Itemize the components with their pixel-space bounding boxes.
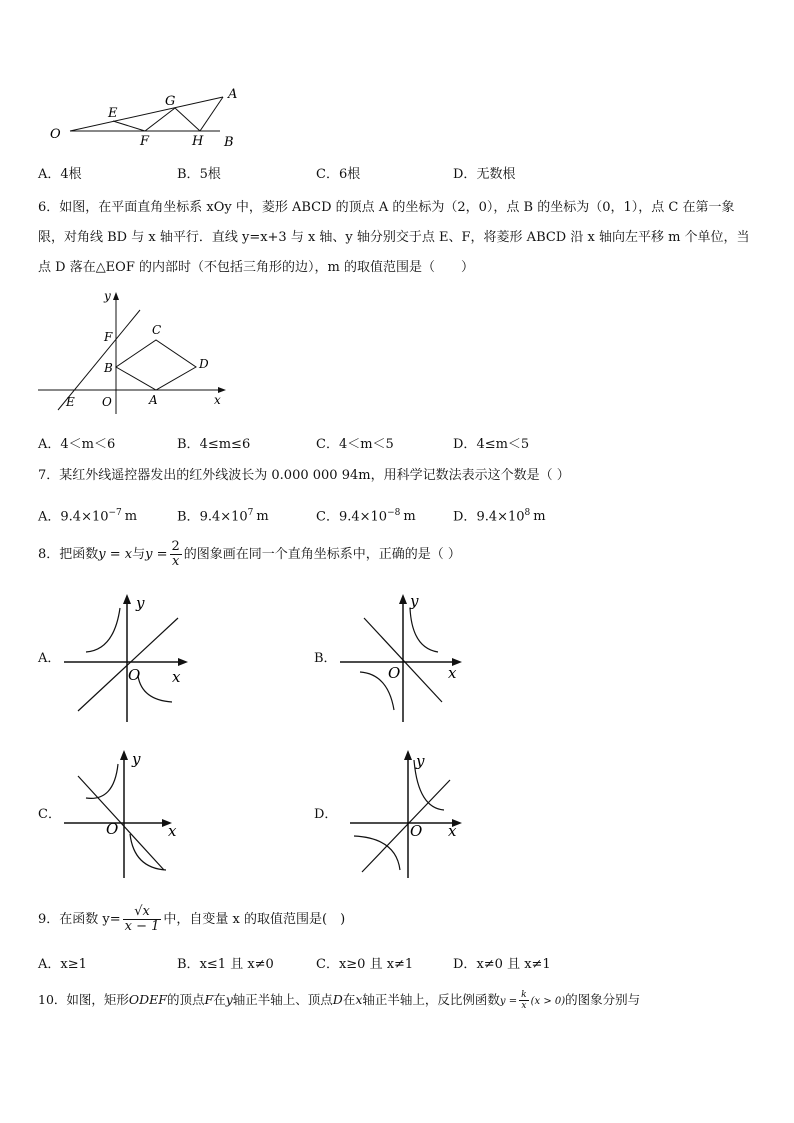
q6-option-a[interactable]: A．4＜m＜6: [38, 437, 116, 452]
label-C: C: [152, 323, 162, 337]
svg-text:x: x: [172, 668, 181, 686]
svg-text:x: x: [448, 664, 457, 682]
q6-stem-line1: 6．如图，在平面直角坐标系 xOy 中，菱形 ABCD 的顶点 A 的坐标为（2，0），点 B 的坐标为（0，1），点 C 在第一象: [38, 200, 735, 215]
fraction-k-over-x: $\frac{k}{x}$: [521, 990, 527, 1011]
q9-stem: 9．在函数 y= $\frac{√x}{x - 1}$ 中，自变量 x 的取值范围是( ): [38, 904, 346, 934]
q8-option-d[interactable]: D．: [314, 807, 338, 822]
svg-text:y: y: [410, 592, 419, 610]
fig-q5-angle: [40, 80, 280, 152]
label-O: O: [102, 395, 112, 409]
q6-option-c[interactable]: C．4＜m＜5: [316, 437, 394, 452]
q6-stem-line2: 限，对角线 BD 与 x 轴平行．直线 y=x+3 与 x 轴、y 轴分别交于点 E、F，将菱形 ABCD 沿 x 轴向左平移 m 个单位，当: [38, 230, 750, 245]
svg-text:x: x: [448, 822, 457, 840]
q9-option-d[interactable]: D．x≠0 且 x≠1: [453, 957, 551, 972]
label-B: B: [104, 361, 113, 375]
svg-text:y: y: [136, 594, 145, 612]
svg-text:O: O: [410, 822, 423, 840]
label-H: H: [192, 134, 204, 149]
svg-text:y: y: [416, 752, 425, 770]
svg-text:O: O: [106, 820, 119, 838]
q7-option-b[interactable]: B．$9.4\times 10^7$ m: [177, 508, 269, 525]
q5-option-d[interactable]: D．无数根: [453, 167, 516, 182]
q8-option-a[interactable]: A．: [38, 651, 61, 666]
fraction-2-over-x: $\frac{2}{x}$: [171, 539, 180, 569]
label-D: D: [199, 357, 209, 371]
fig-q6-rhombus: [34, 286, 234, 418]
graph-option-c[interactable]: [64, 746, 194, 881]
q9-option-c[interactable]: C．x≥0 且 x≠1: [316, 957, 414, 972]
label-F: F: [104, 330, 113, 344]
label-O: O: [50, 127, 61, 142]
graph-option-a[interactable]: [64, 590, 194, 725]
q5-option-c[interactable]: C．6根: [316, 167, 361, 182]
svg-text:y: y: [132, 750, 141, 768]
q7-option-c[interactable]: C．$9.4\times 10^{-8}$ m: [316, 508, 416, 525]
label-F: F: [140, 134, 150, 149]
label-A: A: [228, 87, 238, 102]
axis-y-label: y: [104, 289, 111, 303]
label-A: A: [149, 393, 158, 407]
q6-stem-line3: 点 D 落在△EOF 的内部时（不包括三角形的边），m 的取值范围是（ ）: [38, 260, 474, 275]
q6-option-b[interactable]: B．4≤m≤6: [177, 437, 251, 452]
label-G: G: [165, 94, 176, 109]
svg-text:O: O: [388, 664, 401, 682]
q7-option-d[interactable]: D．$9.4\times 10^8$ m: [453, 508, 546, 525]
q7-option-a[interactable]: A．$9.4\times 10^{-7}$ m: [38, 508, 138, 525]
q8-option-b[interactable]: B．: [314, 651, 337, 666]
axis-x-label: x: [214, 393, 221, 407]
svg-text:O: O: [128, 666, 141, 684]
label-E: E: [108, 106, 118, 121]
fraction-sqrtx-over-x-minus-1: $\frac{√x}{x - 1}$: [124, 904, 160, 934]
label-E: E: [66, 395, 75, 409]
q9-option-a[interactable]: A．x≥1: [38, 957, 87, 972]
svg-text:x: x: [168, 822, 177, 840]
q10-stem: 10．如图，矩形ODEF的顶点F在y轴正半轴上、顶点D在x轴正半轴上，反比例函数y = $\frac{k}{x}$ (x > 0)的图象分别与: [38, 990, 641, 1011]
graph-option-b[interactable]: [340, 590, 470, 725]
label-B: B: [224, 135, 234, 150]
q6-option-d[interactable]: D．4≤m＜5: [453, 437, 530, 452]
q9-option-b[interactable]: B．x≤1 且 x≠0: [177, 957, 274, 972]
graph-option-d[interactable]: [340, 746, 470, 881]
q7-stem: 7．某红外线遥控器发出的红外线波长为 0.000 000 94m，用科学记数法表示这个数是（ ）: [38, 468, 570, 483]
q8-stem: 8．把函数y = x与y = $\frac{2}{x}$ 的图象画在同一个直角坐标系中，正确的是（ ）: [38, 539, 461, 569]
q5-option-b[interactable]: B．5根: [177, 167, 221, 182]
q8-option-c[interactable]: C．: [38, 807, 61, 822]
q5-option-a[interactable]: A．4根: [38, 167, 82, 182]
